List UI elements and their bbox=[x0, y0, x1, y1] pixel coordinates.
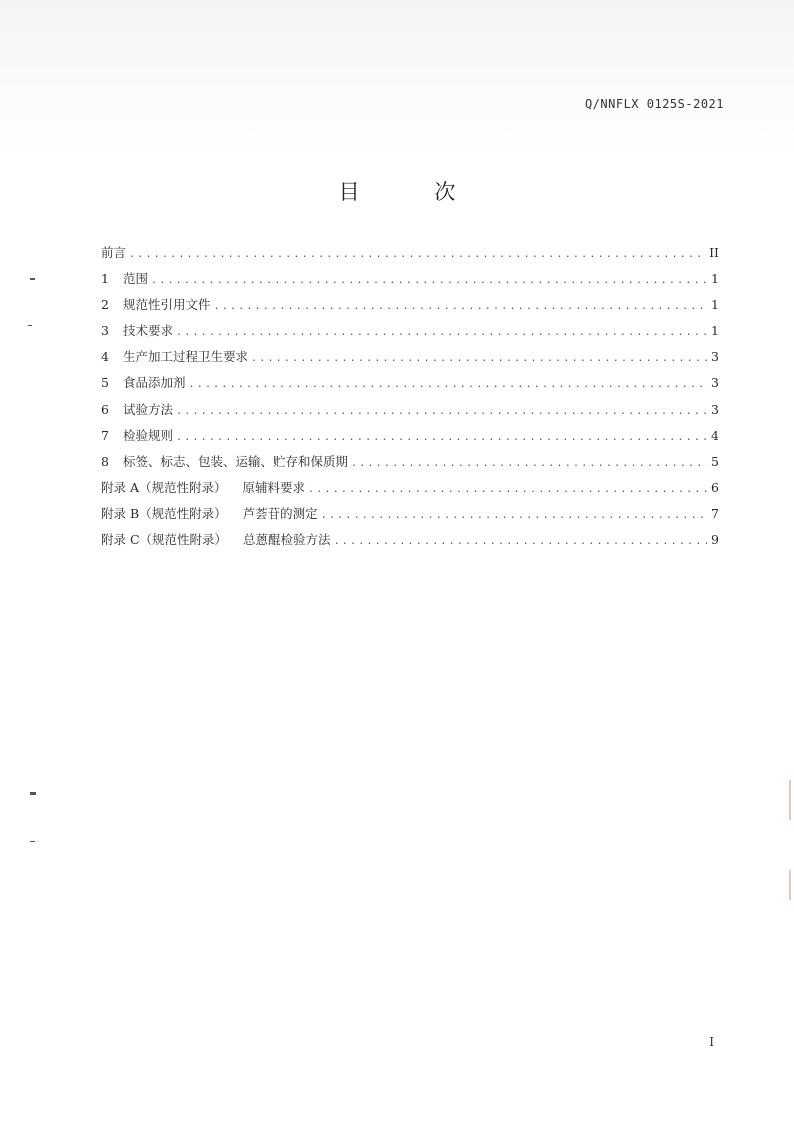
toc-entry-label: 范围 bbox=[123, 271, 149, 287]
toc-leader-dots bbox=[129, 242, 705, 268]
toc-entry[interactable] bbox=[101, 449, 719, 475]
scan-edge-artifact bbox=[789, 780, 791, 820]
toc-entry-label: 规范性引用文件 bbox=[123, 297, 211, 313]
toc-leader-dots bbox=[351, 451, 707, 477]
toc-entry[interactable] bbox=[101, 475, 719, 501]
toc-entry-page: 3 bbox=[711, 401, 719, 417]
scan-edge-artifact bbox=[789, 870, 791, 900]
toc-entry-number: 6 bbox=[101, 401, 109, 417]
toc-entry[interactable] bbox=[101, 370, 719, 396]
toc-entry-label: 试验方法 bbox=[123, 401, 174, 417]
toc-leader-dots bbox=[176, 320, 707, 346]
toc-entry-page: 4 bbox=[711, 427, 719, 443]
toc-entry[interactable] bbox=[101, 423, 719, 449]
toc-entry-page: 7 bbox=[711, 505, 719, 521]
toc-leader-dots bbox=[334, 529, 707, 555]
toc-entry-page: 1 bbox=[711, 271, 719, 287]
binding-mark bbox=[30, 278, 35, 280]
binding-mark bbox=[28, 325, 32, 326]
toc-entry-number: 1 bbox=[101, 271, 109, 287]
toc-leader-dots bbox=[251, 346, 707, 372]
toc-entry[interactable] bbox=[101, 501, 719, 527]
toc-entry-label: 检验规则 bbox=[123, 427, 174, 443]
toc-leader-dots bbox=[176, 425, 707, 451]
toc-entry-number: 7 bbox=[101, 427, 109, 443]
toc-entry-subtitle: 原辅料要求 bbox=[242, 479, 306, 495]
toc-leader-dots bbox=[214, 294, 707, 320]
toc-entry-label: 生产加工过程卫生要求 bbox=[123, 349, 249, 365]
toc-entry-label: 附录 C（规范性附录） bbox=[101, 532, 228, 548]
toc-entry[interactable] bbox=[101, 397, 719, 423]
toc-entry-page: 6 bbox=[711, 479, 719, 495]
toc-entry[interactable] bbox=[101, 240, 719, 266]
toc-entry[interactable] bbox=[101, 318, 719, 344]
toc-entry-page: 9 bbox=[711, 532, 719, 548]
page-number: I bbox=[709, 1035, 714, 1049]
toc-entry-page: 1 bbox=[711, 323, 719, 339]
toc-entry[interactable] bbox=[101, 266, 719, 292]
toc-entry-page: II bbox=[709, 245, 719, 260]
table-of-contents bbox=[101, 240, 719, 553]
toc-entry[interactable] bbox=[101, 292, 719, 318]
toc-entry-subtitle: 总蒽醌检验方法 bbox=[243, 532, 331, 548]
toc-entry-page: 3 bbox=[711, 349, 719, 365]
toc-entry-number: 8 bbox=[101, 453, 109, 469]
binding-mark bbox=[30, 841, 35, 842]
toc-title: 目 次 bbox=[338, 180, 490, 204]
toc-entry-page: 1 bbox=[711, 297, 719, 313]
toc-entry-label: 附录 A（规范性附录） bbox=[101, 479, 227, 495]
toc-entry-number: 2 bbox=[101, 297, 109, 313]
toc-entry-number: 3 bbox=[101, 323, 109, 339]
toc-leader-dots bbox=[321, 503, 707, 529]
toc-leader-dots bbox=[308, 477, 707, 503]
toc-entry-label: 前言 bbox=[101, 245, 127, 260]
toc-leader-dots bbox=[189, 372, 707, 398]
binding-mark bbox=[30, 792, 36, 795]
toc-entry-page: 5 bbox=[711, 453, 719, 469]
toc-entry-label: 技术要求 bbox=[123, 323, 174, 339]
toc-entry-subtitle: 芦荟苷的测定 bbox=[242, 505, 318, 521]
toc-leader-dots bbox=[176, 399, 707, 425]
toc-entry-label: 附录 B（规范性附录） bbox=[101, 505, 227, 521]
toc-leader-dots bbox=[151, 268, 707, 294]
document-code: Q/NNFLX 0125S-2021 bbox=[584, 97, 724, 111]
toc-entry-number: 5 bbox=[101, 375, 109, 391]
toc-entry-label: 食品添加剂 bbox=[123, 375, 186, 391]
toc-entry[interactable] bbox=[101, 344, 719, 370]
toc-entry[interactable] bbox=[101, 527, 719, 553]
toc-entry-page: 3 bbox=[711, 375, 719, 391]
toc-entry-number: 4 bbox=[101, 349, 109, 365]
toc-entry-label: 标签、标志、包装、运输、贮存和保质期 bbox=[123, 453, 349, 469]
